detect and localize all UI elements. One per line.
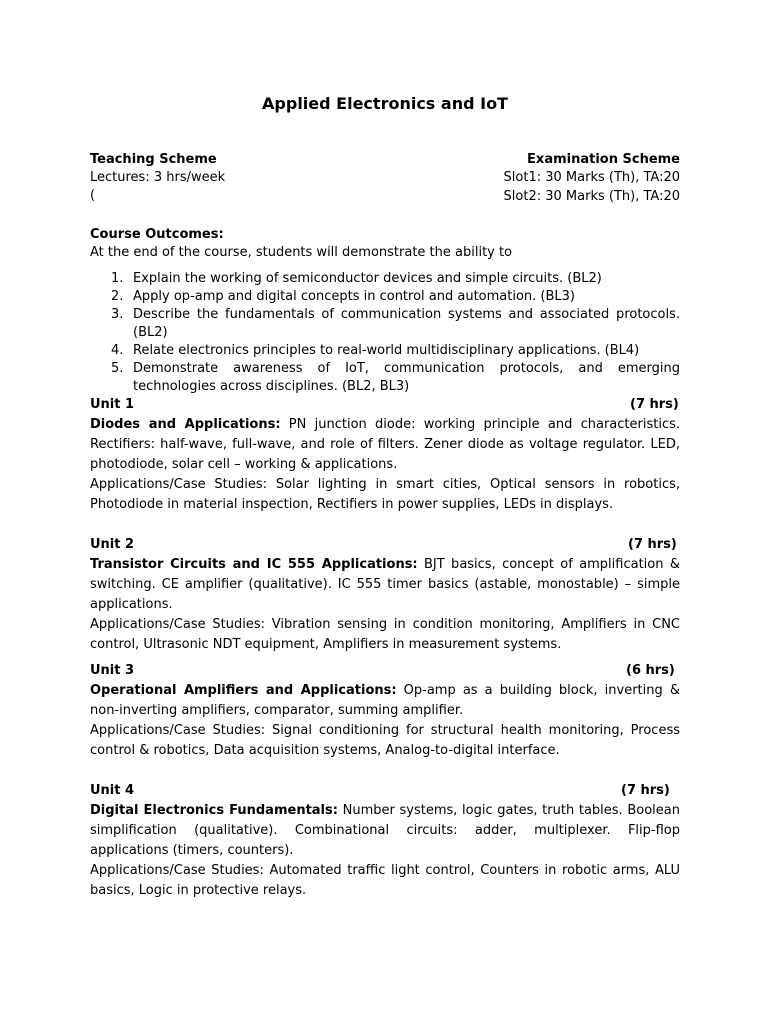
outcome-text: Describe the fundamentals of communication systems and associated protocols. (BL2) xyxy=(133,307,680,340)
unit-description xyxy=(90,555,680,615)
outcome-number: 1. xyxy=(111,271,124,286)
outcome-text: Apply op-amp and digital concepts in control and automation. (BL3) xyxy=(133,289,576,304)
examination-scheme-heading: Examination Scheme xyxy=(527,152,680,167)
outcome-number: 3. xyxy=(111,307,124,322)
unit-header xyxy=(90,395,680,415)
unit-label: Unit 4 xyxy=(90,783,135,798)
outcome-item xyxy=(90,342,680,360)
outcome-item xyxy=(90,288,680,306)
outcome-text: Relate electronics principles to real-world multidisciplinary applications. (BL4) xyxy=(133,343,640,358)
outcome-number: 5. xyxy=(111,361,124,376)
unit-topic: Digital Electronics Fundamentals: xyxy=(90,803,338,818)
course-outcomes-intro: At the end of the course, students will demonstrate the ability to xyxy=(90,245,513,260)
outcome-item xyxy=(90,360,680,396)
unit-applications: Applications/Case Studies: Solar lighting in smart cities, Optical sensors in robotics, Photodiode in material inspection, Rectifiers in power supplies, LEDs in displays. xyxy=(90,477,680,512)
unit-content: PN junction diode: working principle and characteristics. Rectifiers: half-wave, full-wave, and role of filters. Zener diode as voltage regulator. LED, photodiode, solar cell – working & applications. xyxy=(90,417,680,472)
unit-label: Unit 3 xyxy=(90,663,135,678)
outcome-number: 4. xyxy=(111,343,124,358)
unit-2 xyxy=(90,535,680,655)
unit-topic: Operational Amplifiers and Applications: xyxy=(90,683,397,698)
unit-hours: (7 hrs) xyxy=(621,783,670,798)
unit-applications: Applications/Case Studies: Vibration sensing in condition monitoring, Amplifiers in CNC control, Ultrasonic NDT equipment, Amplifiers in measurement systems. xyxy=(90,617,680,652)
unit-applications: Applications/Case Studies: Signal conditioning for structural health monitoring, Process control & robotics, Data acquisition systems, Analog-to-digital interface. xyxy=(90,723,680,758)
unit-3 xyxy=(90,661,680,761)
examination-scheme xyxy=(380,151,680,206)
unit-topic: Transistor Circuits and IC 555 Applications: xyxy=(90,557,418,572)
unit-description xyxy=(90,681,680,721)
unit-hours: (7 hrs) xyxy=(630,397,679,412)
outcome-number: 2. xyxy=(111,289,124,304)
unit-topic: Diodes and Applications: xyxy=(90,417,281,432)
unit-1 xyxy=(90,395,680,515)
teaching-scheme-heading: Teaching Scheme xyxy=(90,152,217,167)
unit-header xyxy=(90,781,680,801)
outcome-item xyxy=(90,270,680,288)
course-title: Applied Electronics and IoT xyxy=(262,94,508,113)
unit-hours: (6 hrs) xyxy=(626,663,675,678)
unit-4 xyxy=(90,781,680,901)
teaching-extra-text: ( xyxy=(90,188,96,203)
outcome-text: Explain the working of semiconductor devices and simple circuits. (BL2) xyxy=(133,271,602,286)
unit-content: Number systems, logic gates, truth tables. Boolean simplification (qualitative). Combinational circuits: adder, multiplexer. Flip-flop applications (timers, counters). xyxy=(90,803,680,858)
unit-hours: (7 hrs) xyxy=(628,537,677,552)
unit-header xyxy=(90,661,680,681)
lectures-text: Lectures: 3 hrs/week xyxy=(90,170,226,185)
unit-header xyxy=(90,535,680,555)
course-outcomes xyxy=(90,226,680,396)
slot1-text: Slot1: 30 Marks (Th), TA:20 xyxy=(503,170,680,185)
unit-description xyxy=(90,801,680,861)
outcome-item xyxy=(90,306,680,342)
teaching-scheme xyxy=(90,151,390,205)
outcomes-list xyxy=(90,270,680,396)
unit-label: Unit 2 xyxy=(90,537,135,552)
unit-label: Unit 1 xyxy=(90,397,135,412)
unit-content: Op-amp as a building block, inverting & non-inverting amplifiers, comparator, summing amplifier. xyxy=(90,683,680,718)
unit-content: BJT basics, concept of amplification & switching. CE amplifier (qualitative). IC 555 timer basics (astable, monostable) – simple applications. xyxy=(90,557,680,612)
unit-description xyxy=(90,415,680,475)
unit-applications: Applications/Case Studies: Automated traffic light control, Counters in robotic arms, ALU basics, Logic in protective relays. xyxy=(90,863,680,898)
slot2-text: Slot2: 30 Marks (Th), TA:20 xyxy=(503,189,680,204)
course-outcomes-heading: Course Outcomes: xyxy=(90,227,224,242)
outcome-text: Demonstrate awareness of IoT, communication protocols, and emerging technologies across disciplines. (BL2, BL3) xyxy=(133,361,680,394)
